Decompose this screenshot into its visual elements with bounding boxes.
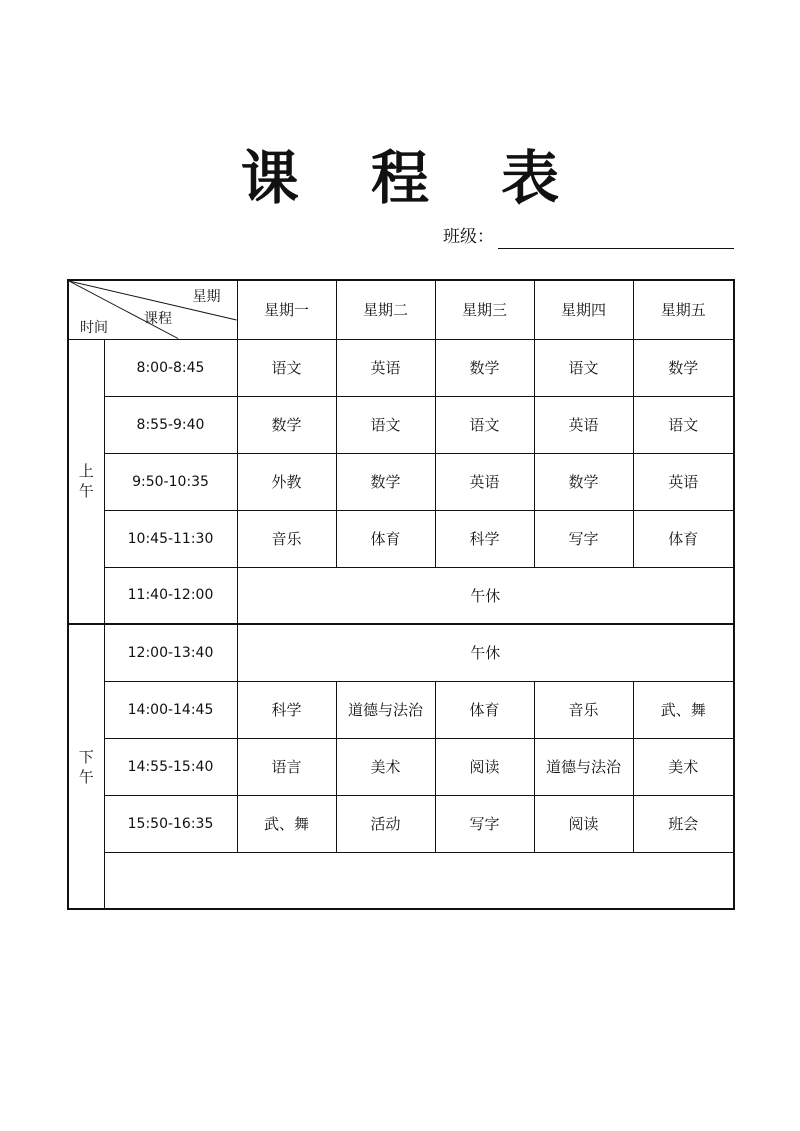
course-cell: 数学 <box>336 453 435 510</box>
course-cell: 科学 <box>435 510 534 567</box>
table-row <box>68 396 734 453</box>
course-cell: 道德与法治 <box>534 738 633 795</box>
time-cell: 12:00-13:40 <box>104 624 237 681</box>
corner-cell <box>68 280 237 339</box>
corner-time-label: 时间 <box>80 320 108 336</box>
schedule-table <box>67 279 735 910</box>
course-cell: 美术 <box>336 738 435 795</box>
table-row <box>68 510 734 567</box>
page-title: 课 程 表 <box>240 144 586 212</box>
table-row <box>68 339 734 396</box>
course-cell: 数学 <box>633 339 734 396</box>
period-label: 下午 <box>78 747 94 786</box>
table-row-empty <box>68 852 734 909</box>
day-header: 星期三 <box>435 280 534 339</box>
course-cell: 音乐 <box>534 681 633 738</box>
empty-cell <box>104 852 734 909</box>
lunch-break-cell: 午休 <box>237 567 734 624</box>
course-cell: 体育 <box>435 681 534 738</box>
course-cell: 语文 <box>336 396 435 453</box>
time-cell: 14:55-15:40 <box>104 738 237 795</box>
course-cell: 数学 <box>435 339 534 396</box>
time-cell: 11:40-12:00 <box>104 567 237 624</box>
day-header: 星期四 <box>534 280 633 339</box>
course-cell: 外教 <box>237 453 336 510</box>
course-cell: 英语 <box>633 453 734 510</box>
course-cell: 写字 <box>435 795 534 852</box>
table-row <box>68 795 734 852</box>
corner-course-label: 课程 <box>144 311 172 327</box>
time-cell: 8:00-8:45 <box>104 339 237 396</box>
header-row <box>68 280 734 339</box>
course-cell: 英语 <box>534 396 633 453</box>
lunch-break-cell: 午休 <box>237 624 734 681</box>
course-cell: 美术 <box>633 738 734 795</box>
corner-week-label: 星期 <box>192 289 221 305</box>
course-cell: 语文 <box>435 396 534 453</box>
class-blank-line[interactable] <box>498 230 734 249</box>
course-cell: 体育 <box>336 510 435 567</box>
table-row <box>68 624 734 681</box>
day-header: 星期一 <box>237 280 336 339</box>
course-cell: 英语 <box>336 339 435 396</box>
period-label: 上午 <box>78 462 94 501</box>
course-cell: 武、舞 <box>237 795 336 852</box>
course-cell: 科学 <box>237 681 336 738</box>
course-cell: 数学 <box>534 453 633 510</box>
time-cell: 14:00-14:45 <box>104 681 237 738</box>
period-morning <box>68 339 104 624</box>
course-cell: 英语 <box>435 453 534 510</box>
course-cell: 数学 <box>237 396 336 453</box>
table-row <box>68 681 734 738</box>
period-afternoon <box>68 624 104 909</box>
class-label: 班级： <box>443 227 494 247</box>
course-cell: 写字 <box>534 510 633 567</box>
time-cell: 10:45-11:30 <box>104 510 237 567</box>
course-cell: 语文 <box>237 339 336 396</box>
time-cell: 9:50-10:35 <box>104 453 237 510</box>
course-cell: 道德与法治 <box>336 681 435 738</box>
time-cell: 8:55-9:40 <box>104 396 237 453</box>
course-cell: 体育 <box>633 510 734 567</box>
course-cell: 语文 <box>534 339 633 396</box>
course-cell: 语文 <box>633 396 734 453</box>
course-cell: 武、舞 <box>633 681 734 738</box>
course-cell: 音乐 <box>237 510 336 567</box>
course-cell: 活动 <box>336 795 435 852</box>
table-row <box>68 453 734 510</box>
course-cell: 阅读 <box>435 738 534 795</box>
course-cell: 阅读 <box>534 795 633 852</box>
table-row <box>68 738 734 795</box>
day-header: 星期二 <box>336 280 435 339</box>
course-cell: 班会 <box>633 795 734 852</box>
table-row <box>68 567 734 624</box>
time-cell: 15:50-16:35 <box>104 795 237 852</box>
course-cell: 语言 <box>237 738 336 795</box>
day-header: 星期五 <box>633 280 734 339</box>
class-field <box>443 225 734 249</box>
